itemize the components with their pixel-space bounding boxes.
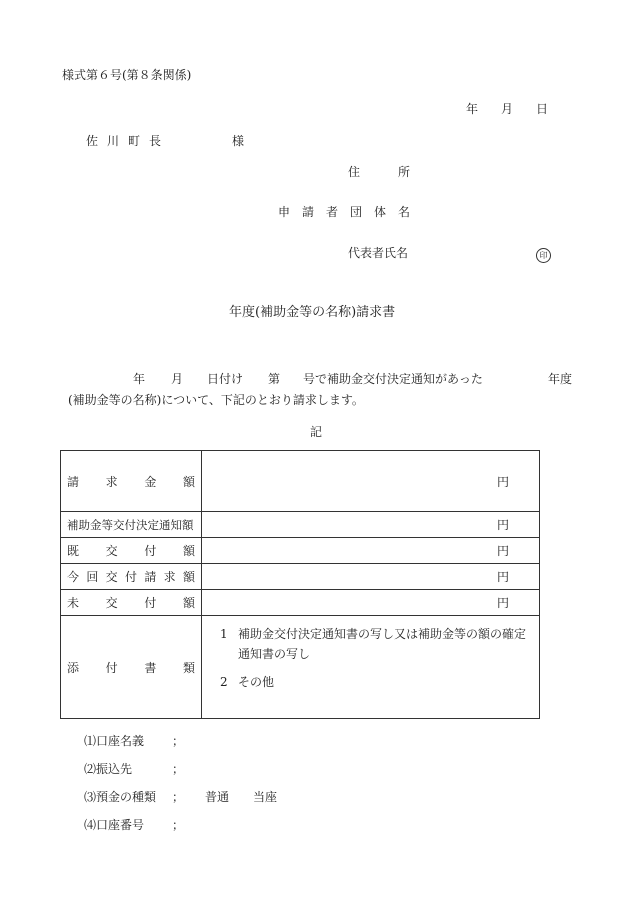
- ki-heading: 記: [310, 425, 323, 439]
- date-day-label: 日: [535, 102, 548, 116]
- yen-unit: 円: [496, 518, 509, 532]
- representative-label: 代表者氏名: [348, 246, 409, 260]
- bank-item: [84, 817, 484, 833]
- row-label: 未 交 付 額: [67, 596, 195, 610]
- row-label-cell: 補助金等交付決定通知額: [61, 512, 202, 538]
- row-label: 請 求 金 額: [67, 474, 195, 489]
- row-label: 既 交 付 額: [67, 544, 195, 558]
- table-row: [61, 538, 540, 564]
- yen-unit: 円: [496, 544, 509, 558]
- body-number-label: 第: [268, 372, 281, 386]
- row-label-cell: [61, 538, 202, 564]
- yen-unit: 円: [496, 474, 509, 489]
- body-fiscal-year-label: 年度: [548, 372, 573, 386]
- bank-item: [84, 761, 484, 777]
- row-label-cell: [61, 564, 202, 590]
- amount-cell: [202, 590, 540, 616]
- table-row: [61, 564, 540, 590]
- attachment-cell: [202, 616, 540, 719]
- body-month-label: 月: [171, 372, 184, 386]
- date-line: [466, 101, 548, 117]
- amount-cell: [202, 451, 540, 512]
- date-year-label: 年: [466, 102, 479, 116]
- body-year-label: 年: [133, 372, 146, 386]
- body-line-2: (補助金等の名称)について、下記のとおり請求します。: [68, 393, 364, 407]
- table-row: [61, 590, 540, 616]
- group-name-label: 申請者団体名: [278, 205, 423, 219]
- seal-mark: 印: [536, 246, 551, 263]
- bank-separator: ；: [172, 762, 185, 776]
- deposit-type-options: 普通 当座: [205, 790, 278, 804]
- yen-unit: 円: [496, 596, 509, 610]
- amount-cell: [202, 512, 540, 538]
- bank-item: [84, 789, 484, 805]
- address-label: 住所: [348, 165, 449, 179]
- attachment-item: 2 その他: [220, 675, 275, 689]
- table-row: [61, 451, 540, 512]
- row-label: 今 回 交 付 請 求 額: [67, 570, 195, 584]
- amount-cell: [202, 538, 540, 564]
- date-month-label: 月: [500, 102, 513, 116]
- claim-table: [60, 450, 540, 719]
- row-label-cell: [61, 616, 202, 719]
- row-label-cell: [61, 590, 202, 616]
- bank-label: ⑷口座番号: [84, 818, 145, 832]
- body-notice-text: 号で補助金交付決定通知があった: [303, 372, 483, 386]
- addressee-name: 佐川町長: [86, 134, 171, 148]
- bank-label: ⑶預金の種類: [84, 790, 157, 804]
- body-dated-label: 日付け: [207, 372, 244, 386]
- row-label: 添 付 書 類: [67, 660, 195, 675]
- form-label: 様式第６号(第８条関係): [62, 68, 192, 82]
- bank-label: ⑵振込先: [84, 762, 133, 776]
- amount-cell: [202, 564, 540, 590]
- table-row: [61, 616, 540, 719]
- table-row: [61, 512, 540, 538]
- document-title: 年度(補助金等の名称)請求書: [229, 305, 396, 320]
- bank-separator: ；: [172, 734, 185, 748]
- row-label-cell: [61, 451, 202, 512]
- bank-item: [84, 733, 484, 749]
- yen-unit: 円: [496, 570, 509, 584]
- addressee-honorific: 様: [232, 134, 245, 148]
- bank-separator: ；: [172, 818, 185, 832]
- bank-label: ⑴口座名義: [84, 734, 145, 748]
- attachment-item: 1 補助金交付決定通知書の写し又は補助金等の額の確定 通知書の写し: [220, 627, 527, 661]
- bank-separator: ；: [172, 790, 185, 804]
